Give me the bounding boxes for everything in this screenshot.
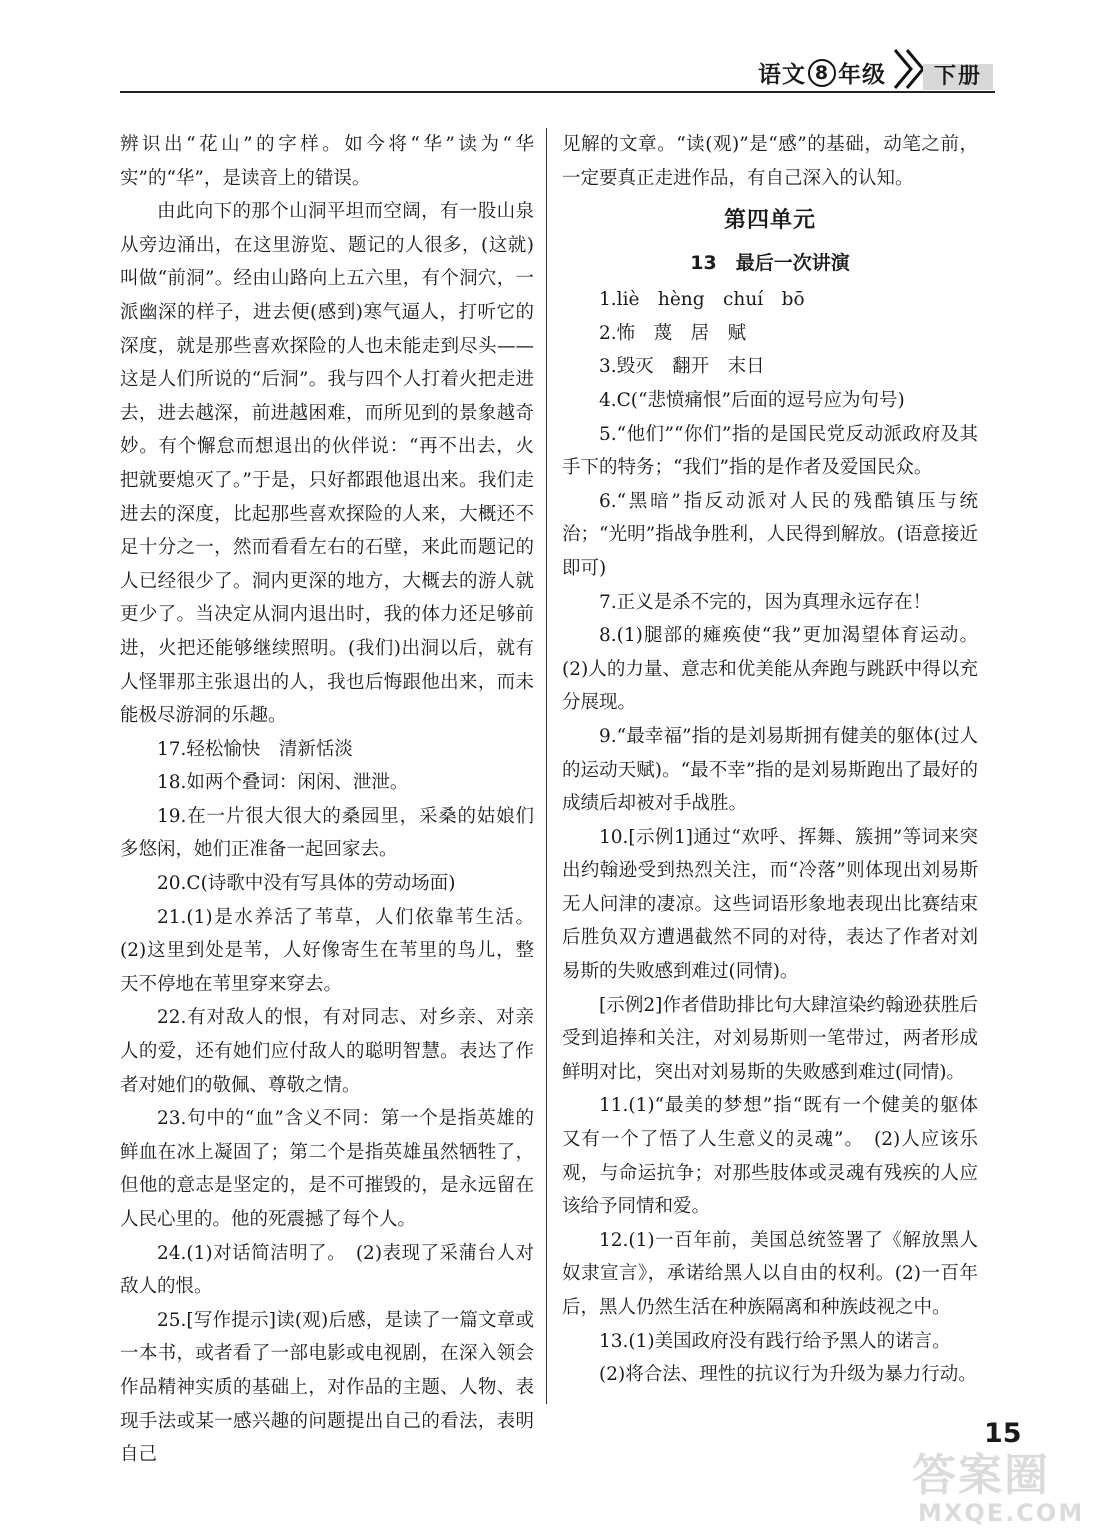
right-column-intro: 见解的文章。“读(观)”是“感”的基础，动笔之前，一定要真正走进作品，有自己深入的认知。 — [562, 134, 978, 189]
answer-paragraph: 6.“黑暗”指反动派对人民的残酷镇压与统治；“光明”指战争胜利，人民得到解放。(语意接近即可) — [562, 490, 978, 579]
answer-paragraph: 12.(1)一百年前，美国总统签署了《解放黑人奴隶宣言》，承诺给黑人以自由的权利。(2)一百年后，黑人仍然生活在种族隔离和种族歧视之中。 — [562, 1229, 978, 1318]
answer-paragraph: 1.liè hèng chuí bō — [599, 289, 805, 311]
answer-paragraph: 13.(1)美国政府没有践行给予黑人的诺言。 — [599, 1330, 951, 1352]
answer-paragraph: 由此向下的那个山洞平坦而空阔，有一股山泉从旁边涌出，在这里游览、题记的人很多，(这就)叫做“前洞”。经由山路向上五六里，有个洞穴，一派幽深的样子，进去便(感到)寒气逼人，打听它的深度，就是那些喜欢探险的人也未能走到尽头——这是人们所说的“后洞”。我与四个人打着火把走进去，进去越深，前进越困难，而所见到的景象越奇妙。有个懈怠而想退出的伙伴说：“再不出去，火把就要熄灭了。”于是，只好都跟他退出来。我们走进去的深度，比起那些喜欢探险的人来，大概还不足十分之一，然而看看左右的石壁，来此而题记的人已经很少了。洞内更深的地方，大概去的游人就更少了。当决定从洞内退出时，我的体力还足够前进，火把还能够继续照明。(我们)出洞以后，就有人怪罪那主张退出的人，我也后悔跟他出来，而未能极尽游洞的乐趣。 — [120, 201, 534, 727]
lesson-title: 13 最后一次讲演 — [690, 252, 850, 275]
answer-paragraph: 3.毁灭 翻开 末日 — [599, 356, 765, 378]
book-title — [758, 56, 886, 89]
answer-paragraph: 辨识出“花山”的字样。如今将“华”读为“华实”的“华”，是读音上的错误。 — [120, 134, 534, 189]
grade-number-badge: 8 — [808, 59, 836, 87]
answer-paragraph: 20.C(诗歌中没有写具体的劳动场面) — [157, 873, 456, 895]
column-divider — [546, 128, 547, 1404]
answer-paragraph: 9.“最幸福”指的是刘易斯拥有健美的躯体(过人的运动天赋)。“最不幸”指的是刘易斯跑出了最好的成绩后却被对手战胜。 — [562, 725, 978, 815]
answer-paragraph: 7.正义是杀不完的，因为真理永远存在！ — [599, 591, 932, 613]
watermark-url: MXQE.COM — [918, 1499, 1085, 1527]
watermark-logo — [912, 1452, 1088, 1532]
answer-paragraph: 5.“他们”“你们”指的是国民党反动派政府及其手下的特务；“我们”指的是作者及爱国民众。 — [562, 423, 978, 479]
right-column — [562, 128, 978, 1392]
answer-paragraph: 11.(1)“最美的梦想”指“既有一个健美的躯体又有一个了悟了人生意义的灵魂”。 (2)人应该乐观，与命运抗争；对那些肢体或灵魂有残疾的人应该给予同情和爱。 — [562, 1095, 978, 1218]
header-rule — [120, 91, 995, 93]
answer-paragraph: (2)将合法、理性的抗议行为升级为暴力行动。 — [599, 1364, 977, 1386]
subject-label: 语文 — [758, 62, 806, 88]
answer-paragraph: 21.(1)是水养活了苇草，人们依靠苇生活。(2)这里到处是苇，人好像寄生在苇里的鸟儿，整天不停地在苇里穿来穿去。 — [120, 906, 534, 995]
watermark-chars: 答案圈 — [912, 1450, 1050, 1501]
answer-paragraph: 25.[写作提示]读(观)后感，是读了一篇文章或一本书，或者看了一部电影或电视剧，在深入领会作品精神实质的基础上，对作品的主题、人物、表现手法或某一感兴趣的问题提出自己的看法，表明自己 — [120, 1309, 534, 1466]
answer-paragraph: 8.(1)腿部的瘫痪使“我”更加渴望体育运动。(2)人的力量、意志和优美能从奔跑与跳跃中得以充分展现。 — [562, 625, 978, 714]
answer-paragraph: 2.怖 蔑 居 赋 — [599, 322, 747, 344]
answer-paragraph: 10.[示例1]通过“欢呼、挥舞、簇拥”等词来突出约翰逊受到热烈关注，而“冷落”则体现出刘易斯无人问津的凄凉。这些词语形象地表现出比赛结束后胜负双方遭遇截然不同的对待，表达了作者对刘易斯的失败感到难过(同情)。 — [562, 826, 978, 983]
page-number: 15 — [984, 1418, 1022, 1449]
left-column — [120, 128, 534, 1472]
right-column-answers — [562, 283, 978, 1392]
answer-paragraph: [示例2]作者借助排比句大肆渲染约翰逊获胜后受到追捧和关注，对刘易斯则一笔带过，两者形成鲜明对比，突出对刘易斯的失败感到难过(同情)。 — [562, 994, 978, 1083]
answer-paragraph: 24.(1)对话简洁明了。 (2)表现了采蒲台人对敌人的恨。 — [120, 1242, 534, 1298]
unit-title: 第四单元 — [723, 208, 816, 234]
answer-paragraph: 22.有对敌人的恨，有对同志、对乡亲、对亲人的爱，还有她们应付敌人的聪明智慧。表达了作者对她们的敬佩、尊敬之情。 — [120, 1007, 534, 1096]
volume-tag: 下册 — [923, 64, 993, 90]
grade-suffix-label: 年级 — [838, 62, 886, 88]
answer-paragraph: 17.轻松愉快 清新恬淡 — [157, 738, 353, 760]
page-header — [0, 0, 1096, 100]
answer-paragraph: 18.如两个叠词：闲闲、泄泄。 — [157, 772, 409, 794]
answer-paragraph: 19.在一片很大很大的桑园里，采桑的姑娘们多悠闲，她们正准备一起回家去。 — [120, 805, 534, 861]
answer-paragraph: 4.C(“悲愤痛恨”后面的逗号应为句号) — [599, 389, 905, 411]
answer-paragraph: 23.句中的“血”含义不同：第一个是指英雄的鲜血在冰上凝固了；第二个是指英雄虽然牺牲了，但他的意志是坚定的，是不可摧毁的，是永远留在人民心里的。他的死震撼了每个人。 — [120, 1108, 534, 1230]
